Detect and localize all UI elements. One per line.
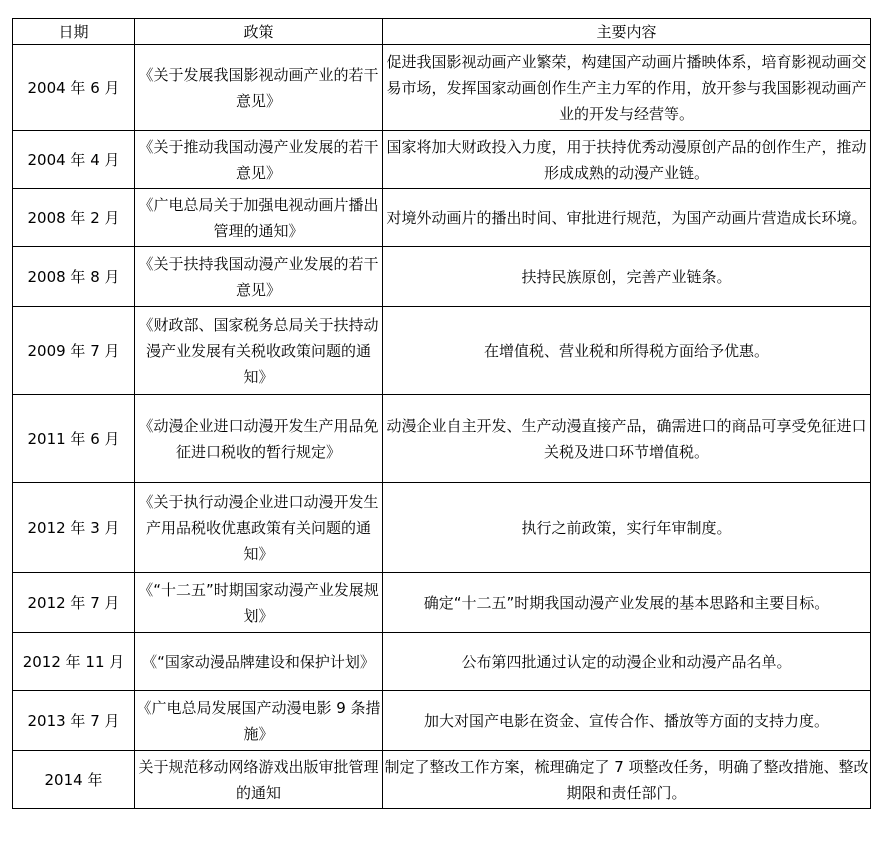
table-row: [13, 45, 871, 131]
content-cell: 扶持民族原创，完善产业链条。: [383, 247, 871, 307]
policy-cell: 《“国家动漫品牌建设和保护计划》: [135, 633, 383, 691]
table-row: [13, 131, 871, 189]
policy-cell: 《关于推动我国动漫产业发展的若干意见》: [135, 131, 383, 189]
content-cell: 促进我国影视动画产业繁荣，构建国产动画片播映体系，培育影视动画交易市场，发挥国家动画创作生产主力军的作用，放开参与我国影视动画产业的开发与经营等。: [383, 45, 871, 131]
table-row: [13, 307, 871, 395]
policy-cell: 《广电总局关于加强电视动画片播出管理的通知》: [135, 189, 383, 247]
content-cell: 动漫企业自主开发、生产动漫直接产品，确需进口的商品可享受免征进口关税及进口环节增值税。: [383, 395, 871, 483]
content-cell: 执行之前政策，实行年审制度。: [383, 483, 871, 573]
table-row: [13, 691, 871, 751]
content-cell: 加大对国产电影在资金、宣传合作、播放等方面的支持力度。: [383, 691, 871, 751]
content-cell: 对境外动画片的播出时间、审批进行规范，为国产动画片营造成长环境。: [383, 189, 871, 247]
table-row: [13, 573, 871, 633]
table-row: [13, 395, 871, 483]
table-row: [13, 189, 871, 247]
table-row: [13, 247, 871, 307]
policy-cell: 《财政部、国家税务总局关于扶持动漫产业发展有关税收政策问题的通知》: [135, 307, 383, 395]
policy-cell: 《关于发展我国影视动画产业的若干意见》: [135, 45, 383, 131]
policy-cell: 《关于执行动漫企业进口动漫开发生产用品税收优惠政策有关问题的通知》: [135, 483, 383, 573]
date-cell: 2004 年 4 月: [13, 131, 135, 189]
date-cell: 2012 年 7 月: [13, 573, 135, 633]
date-cell: 2012 年 3 月: [13, 483, 135, 573]
date-cell: 2012 年 11 月: [13, 633, 135, 691]
policy-table: [12, 18, 871, 809]
content-cell: 在增值税、营业税和所得税方面给予优惠。: [383, 307, 871, 395]
content-cell: 确定“十二五”时期我国动漫产业发展的基本思路和主要目标。: [383, 573, 871, 633]
table-row: [13, 633, 871, 691]
policy-cell: 《“十二五”时期国家动漫产业发展规划》: [135, 573, 383, 633]
date-cell: 2004 年 6 月: [13, 45, 135, 131]
date-cell: 2013 年 7 月: [13, 691, 135, 751]
date-cell: 2014 年: [13, 751, 135, 809]
date-cell: 2008 年 2 月: [13, 189, 135, 247]
content-cell: 制定了整改工作方案，梳理确定了 7 项整改任务，明确了整改措施、整改期限和责任部门。: [383, 751, 871, 809]
date-cell: 2008 年 8 月: [13, 247, 135, 307]
header-date: 日期: [13, 19, 135, 45]
header-policy: 政策: [135, 19, 383, 45]
date-cell: 2009 年 7 月: [13, 307, 135, 395]
content-cell: 公布第四批通过认定的动漫企业和动漫产品名单。: [383, 633, 871, 691]
table-row: [13, 483, 871, 573]
content-cell: 国家将加大财政投入力度，用于扶持优秀动漫原创产品的创作生产，推动形成成熟的动漫产业链。: [383, 131, 871, 189]
header-row: [13, 19, 871, 45]
policy-cell: 《关于扶持我国动漫产业发展的若干意见》: [135, 247, 383, 307]
date-cell: 2011 年 6 月: [13, 395, 135, 483]
policy-cell: 关于规范移动网络游戏出版审批管理的通知: [135, 751, 383, 809]
policy-cell: 《广电总局发展国产动漫电影 9 条措施》: [135, 691, 383, 751]
policy-cell: 《动漫企业进口动漫开发生产用品免征进口税收的暂行规定》: [135, 395, 383, 483]
table-row: [13, 751, 871, 809]
header-content: 主要内容: [383, 19, 871, 45]
